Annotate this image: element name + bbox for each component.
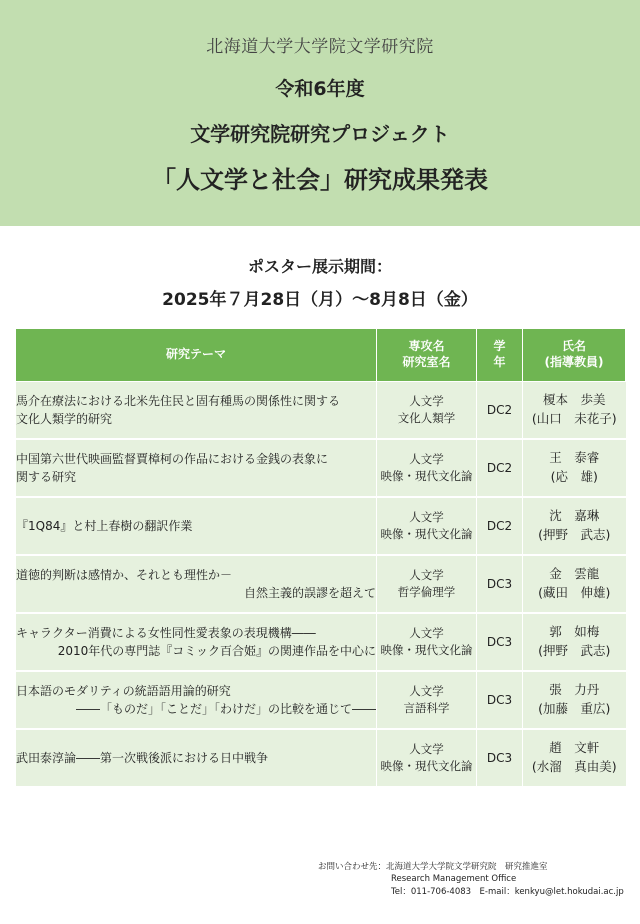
header-theme: 研究テーマ — [16, 329, 377, 382]
research-theme: 『1Q84』と村上春樹の翻訳作業 — [16, 497, 377, 555]
student-name: 王 泰睿 (応 雄) — [523, 439, 626, 497]
contact-tel-email: Tel：011-706-4083 E-mail：kenkyu@let.hokudai.ac.jp — [391, 886, 624, 897]
major-lab: 人文学 映像・現代文化論 — [377, 613, 477, 671]
table-row — [16, 382, 626, 440]
grade: DC3 — [477, 671, 523, 729]
table-header-row — [16, 329, 626, 382]
fiscal-year: 令和6年度 — [275, 78, 365, 100]
major-lab: 人文学 文化人類学 — [377, 382, 477, 440]
research-theme: 武田泰淳論――第一次戦後派における日中戦争 — [16, 729, 377, 787]
header-banner — [0, 0, 640, 226]
header-name: 氏名 (指導教員) — [523, 329, 626, 382]
research-theme: 馬介在療法における北米先住民と固有種馬の関係性に関する 文化人類学的研究 — [16, 382, 377, 440]
presentation-table — [15, 328, 626, 788]
table-row — [16, 497, 626, 555]
student-name: 張 力丹 (加藤 重広) — [523, 671, 626, 729]
grade: DC2 — [477, 497, 523, 555]
organization-name: 北海道大学大学院文学研究院 — [206, 37, 434, 57]
contact-office: お問い合わせ先：北海道大学大学院文学研究院 研究推進室 — [318, 862, 548, 872]
major-lab: 人文学 映像・現代文化論 — [377, 729, 477, 787]
table-row — [16, 439, 626, 497]
table-row — [16, 729, 626, 787]
student-name: 榎本 歩美 (山口 未花子) — [523, 382, 626, 440]
grade: DC3 — [477, 555, 523, 613]
header-major: 専攻名 研究室名 — [377, 329, 477, 382]
table-row — [16, 555, 626, 613]
grade: DC2 — [477, 382, 523, 440]
student-name: 郭 如梅 (押野 武志) — [523, 613, 626, 671]
research-theme: 日本語のモダリティの統語語用論的研究 ――「ものだ」「ことだ」「わけだ」の比較を通じて―― — [16, 671, 377, 729]
research-theme: キャラクター消費による女性同性愛表象の表現機構―― 2010年代の専門誌『コミック百合姫』の関連作品を中心に — [16, 613, 377, 671]
student-name: 趙 文軒 (水溜 真由美) — [523, 729, 626, 787]
contact-info — [318, 861, 624, 898]
table-row — [16, 671, 626, 729]
major-lab: 人文学 哲学倫理学 — [377, 555, 477, 613]
project-name: 文学研究院研究プロジェクト — [190, 122, 450, 146]
contact-office-en: Research Management Office — [391, 874, 517, 885]
exhibition-period-label: ポスター展示期間： — [247, 257, 392, 276]
grade: DC2 — [477, 439, 523, 497]
table-row — [16, 613, 626, 671]
header-year: 学 年 — [477, 329, 523, 382]
major-lab: 人文学 言語科学 — [377, 671, 477, 729]
major-lab: 人文学 映像・現代文化論 — [377, 439, 477, 497]
grade: DC3 — [477, 729, 523, 787]
major-lab: 人文学 映像・現代文化論 — [377, 497, 477, 555]
grade: DC3 — [477, 613, 523, 671]
research-theme: 中国第六世代映画監督賈樟柯の作品における金銭の表象に 関する研究 — [16, 439, 377, 497]
page-title: 「人文学と社会」研究成果発表 — [152, 166, 488, 194]
exhibition-period-dates: 2025年７月28日（月）～8月8日（金） — [162, 290, 478, 310]
student-name: 金 雲龍 (藏田 伸雄) — [523, 555, 626, 613]
research-theme: 道徳的判断は感情か、それとも理性か－ 自然主義的誤謬を超えて — [16, 555, 377, 613]
student-name: 沈 嘉琳 (押野 武志) — [523, 497, 626, 555]
